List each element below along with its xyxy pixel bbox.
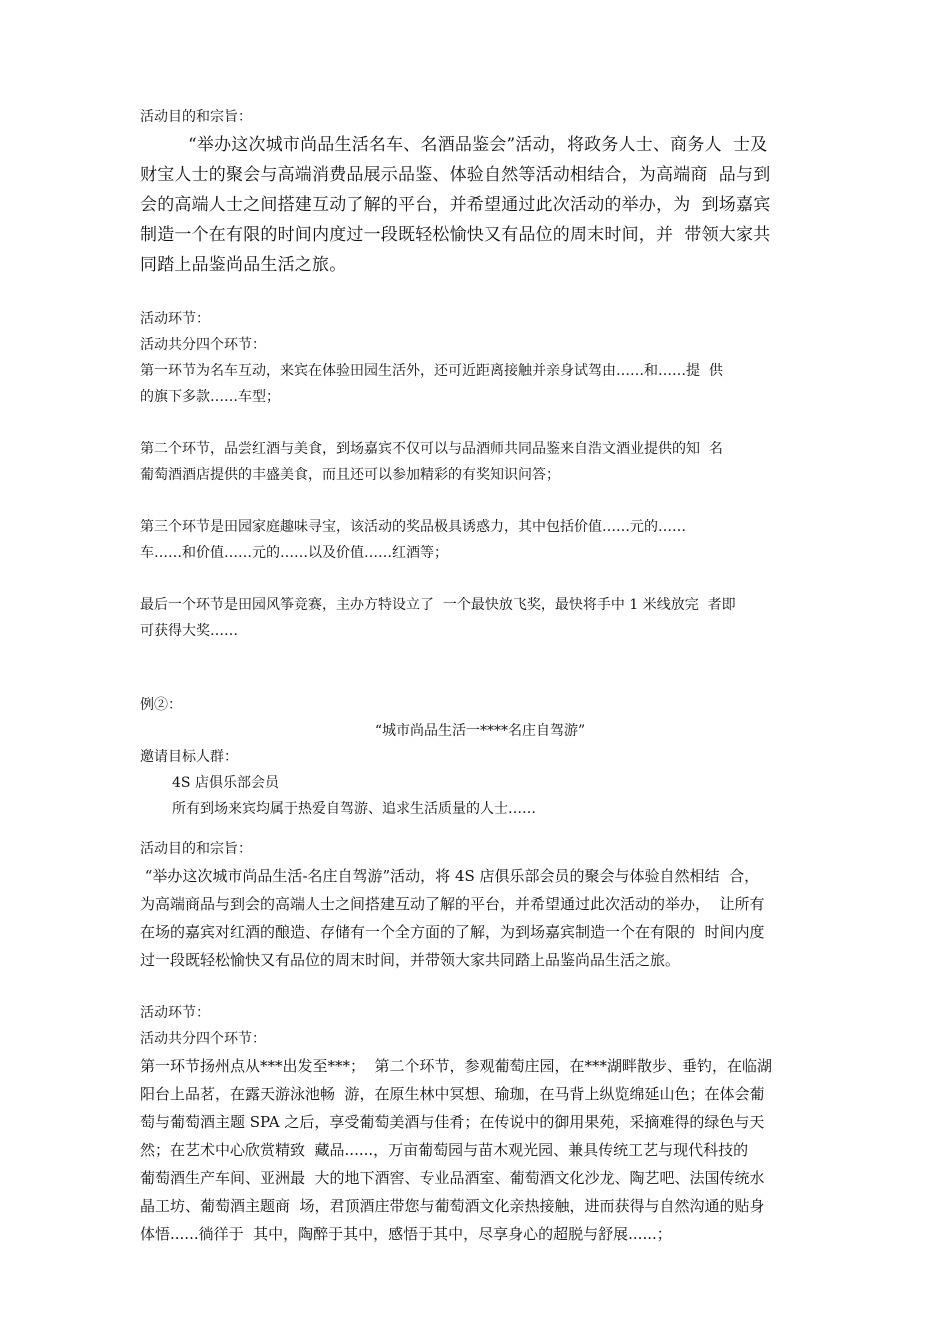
section-heading-purpose: 活动目的和宗旨： [140,109,252,125]
purpose-paragraph [140,130,820,280]
paragraph-line: 葡萄酒生产车间、亚洲最 大的地下酒窖、专业品酒室、葡萄酒文化沙龙、陶艺吧、法国传统水 [140,1169,765,1187]
paragraph-line: 同踏上品鉴尚品生活之旅。 [140,255,347,275]
stage-4-line: 最后一个环节是田园风筝竞赛，主办方特设立了 一个最快放飞奖，最快将手中 1 米线放完 者即 [140,597,736,613]
stage-1-line: 的旗下多款……车型； [140,389,280,405]
paragraph-line: 制造一个在有限的时间内度过一段既轻松愉快又有品位的周末时间，并 带领大家共 [140,225,771,245]
stage-3-line: 车……和价值……元的……以及价值……红酒等； [140,545,448,561]
paragraph-line: “举办这次城市尚品生活-名庄自驾游”活动，将 4S 店俱乐部会员的聚会与体验自然相结 合， [140,867,760,885]
stage-2-line: 第二个环节，品尝红酒与美食，到场嘉宾不仅可以与品酒师共同品鉴来自浩文酒业提供的知 名 [140,441,723,457]
document-page [140,104,820,1248]
stage-1-line: 第一环节为名车互动，来宾在体验田园生活外，还可近距离接触并亲身试驾由……和……提 供 [140,363,723,379]
paragraph-line: 体悟......徜徉于 其中，陶醉于其中，感悟于其中，尽享身心的超脱与舒展......； [140,1225,672,1243]
stage-2-line: 葡萄酒酒店提供的丰盛美食，而且还可以参加精彩的有奖知识问答； [140,467,560,483]
paragraph-line: 萄与葡萄酒主题 SPA 之后，享受葡萄美酒与佳肴；在传说中的御用果苑，采摘难得的绿色与天 [140,1113,765,1131]
stages-subheading: 活动共分四个环节： [140,1031,266,1047]
paragraph-line: 在场的嘉宾对红酒的酿造、存储有一个全方面的了解，为到场嘉宾制造一个在有限的 时间内度 [140,923,765,941]
paragraph-line: 财宝人士的聚会与高端消费品展示品鉴、体验自然等活动相结合，为高端商 品与到 [140,165,771,185]
paragraph-line: 第一环节扬州点从***出发至***； 第二个环节，参观葡萄庄园，在***湖畔散步、垂钓，在临湖 [140,1057,773,1075]
stage-3-line: 第三个环节是田园家庭趣味寻宝，该活动的奖品极具诱惑力，其中包括价值……元的…… [140,519,686,535]
section-heading-stages: 活动环节： [140,1005,210,1021]
paragraph-line: 过一段既轻松愉快又有品位的周末时间，并带领大家共同踏上品鉴尚品生活之旅。 [140,951,681,969]
invite-item: 4S 店俱乐部会员 [172,775,279,791]
paragraph-line: “举办这次城市尚品生活名车、名酒品鉴会”活动，将政务人士、商务人 士及 [188,135,768,155]
paragraph-line: 晶工坊、葡萄酒主题商 场，君顶酒庄带您与葡萄酒文化亲热接触，进而获得与自然沟通的贴身 [140,1197,765,1215]
stages-subheading: 活动共分四个环节： [140,337,266,353]
paragraph-line: 为高端商品与到会的高端人士之间搭建互动了解的平台，并希望通过此次活动的举办， 让所有 [140,895,765,913]
example-title: “城市尚品生活一****名庄自驾游” [374,723,586,739]
section-heading-stages: 活动环节： [140,311,210,327]
invite-heading: 邀请目标人群： [140,749,238,765]
paragraph-line: 会的高端人士之间搭建互动了解的平台，并希望通过此次活动的举办，为 到场嘉宾 [140,195,771,215]
stage-4-line: 可获得大奖…… [140,623,238,639]
stages-paragraph [140,1052,820,1248]
invite-item: 所有到场来宾均属于热爱自驾游、追求生活质量的人士…… [172,801,536,817]
example-label: 例②： [140,697,182,713]
paragraph-line: 阳台上品茗，在露天游泳池畅 游，在原生林中冥想、瑜珈，在马背上纵览绵延山色；在体会葡 [140,1085,765,1103]
purpose-paragraph [140,862,820,974]
paragraph-line: 然；在艺术中心欣赏精致 藏品......，万亩葡萄园与苗木观光园、兼具传统工艺与现代科技的 [140,1141,749,1159]
section-heading-purpose: 活动目的和宗旨： [140,841,252,857]
